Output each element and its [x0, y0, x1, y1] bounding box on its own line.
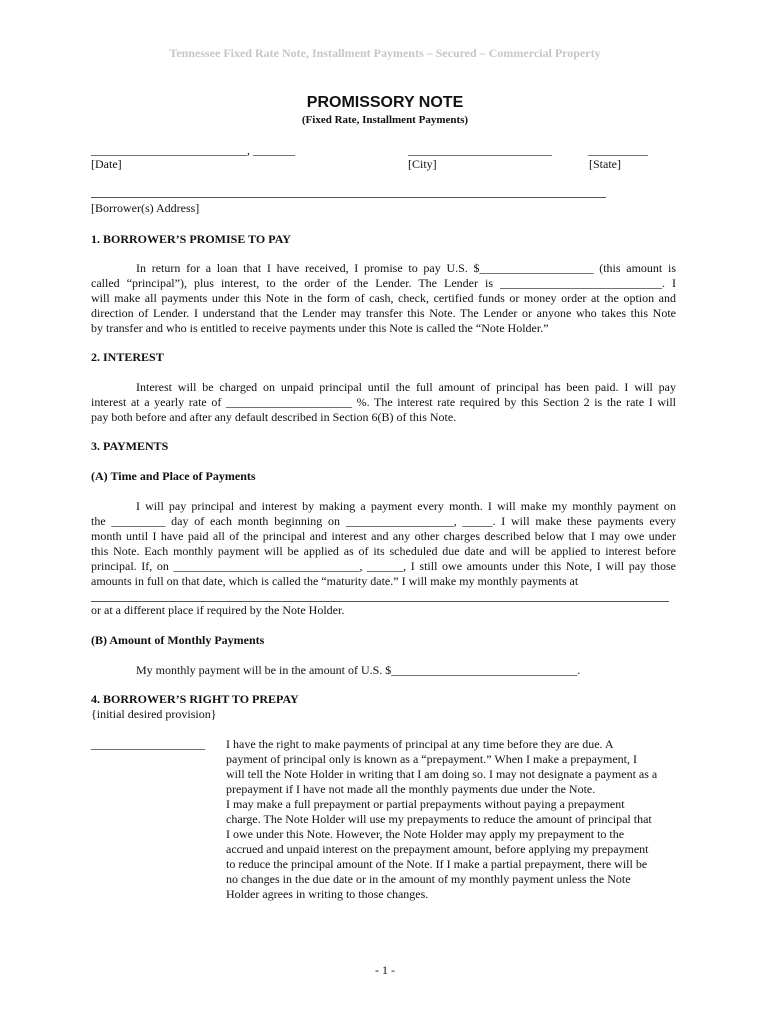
section-3a-heading: (A) Time and Place of Payments [91, 469, 256, 483]
payment-place-line[interactable] [91, 601, 669, 602]
section-1-paragraph [91, 261, 676, 336]
state-blank[interactable]: __________ [588, 143, 648, 157]
section-4-line: no changes in the due date or in the amount of my monthly payment unless the Note [226, 872, 631, 886]
section-3a-paragraph [91, 499, 676, 589]
section-3a-line: I will pay principal and interest by making a payment every month. I will make my monthly payment on [136, 499, 676, 513]
date-label: [Date] [91, 157, 122, 171]
section-4-line: I owe under this Note. However, the Note Holder may apply my prepayment to the [226, 827, 625, 841]
section-2-heading: 2. INTEREST [91, 350, 164, 364]
section-3a-line: month until I have paid all of the principal and interest and any other charges described below that I may owe under [91, 529, 676, 543]
running-header: Tennessee Fixed Rate Note, Installment Payments – Secured – Commercial Property [169, 46, 601, 60]
section-2-line: interest at a yearly rate of _____________________ %. The interest rate required by this Section 2 is the rate I will [91, 395, 676, 409]
section-1-line: will make all payments under this Note in the form of cash, check, certified funds or money order at the option and [91, 291, 676, 305]
section-4-line: will tell the Note Holder in writing that I am doing so. I may not designate a payment as a [226, 767, 658, 781]
date-blank[interactable]: __________________________, _______ [91, 143, 295, 157]
state-label: [State] [589, 157, 621, 171]
section-4-heading: 4. BORROWER’S RIGHT TO PREPAY [91, 692, 299, 706]
city-label: [City] [408, 157, 437, 171]
section-2-paragraph [91, 380, 676, 425]
section-1-line: direction of Lender. I understand that the Lender may transfer this Note. The Lender or anyone who takes this Note [91, 306, 676, 320]
section-3-heading: 3. PAYMENTS [91, 439, 169, 453]
page-number: - 1 - [375, 963, 395, 977]
section-1-line: by transfer and who is entitled to receive payments under this Note is called the “Note Holder.” [91, 321, 549, 335]
document-title: PROMISSORY NOTE [306, 94, 464, 111]
section-2-line: Interest will be charged on unpaid principal until the full amount of principal has been paid. I will pay [136, 380, 676, 394]
section-4-line: charge. The Note Holder will use my prepayments to reduce the amount of principal that [226, 812, 652, 826]
section-2-line: pay both before and after any default described in Section 6(B) of this Note. [91, 410, 457, 424]
section-3a-line: the _________ day of each month beginning on __________________, _____. I will make these payments every [91, 514, 676, 528]
section-3b-heading: (B) Amount of Monthly Payments [91, 633, 265, 647]
section-4-line: I may make a full prepayment or partial prepayments without paying a prepayment [226, 797, 625, 811]
section-3a-line: this Note. Each monthly payment will be applied as of its scheduled due date and will be applied to interest before [91, 544, 676, 558]
section-4-line: I have the right to make payments of principal at any time before they are due. A [226, 737, 614, 751]
section-1-heading: 1. BORROWER’S PROMISE TO PAY [91, 232, 291, 246]
section-3a-line: amounts in full on that date, which is called the “maturity date.” I will make my monthly payments at [91, 574, 579, 588]
section-4-line: Holder agrees in writing to those changes. [226, 887, 429, 901]
section-3a-tail: or at a different place if required by the Note Holder. [91, 603, 345, 617]
city-blank[interactable]: ________________________ [408, 143, 552, 157]
borrower-address-line[interactable] [91, 197, 606, 198]
section-4-line: accrued and unpaid interest on the prepayment amount, before applying my prepayment [226, 842, 649, 856]
section-4-paragraph [226, 737, 678, 902]
section-1-line: In return for a loan that I have received, I promise to pay U.S. $___________________ (this amount is [136, 261, 676, 275]
borrower-address-label: [Borrower(s) Address] [91, 201, 200, 215]
section-4-note: {initial desired provision} [91, 707, 217, 721]
section-1-line: called “principal”), plus interest, to the order of the Lender. The Lender is ___________________________. I [91, 276, 676, 290]
document-subtitle: (Fixed Rate, Installment Payments) [301, 114, 469, 126]
section-4-line: prepayment if I have not made all the monthly payments due under the Note. [226, 782, 596, 796]
prepay-initial-blank[interactable]: ___________________ [91, 737, 205, 751]
section-3b-line: My monthly payment will be in the amount of U.S. $_______________________________. [136, 663, 581, 677]
section-4-line: to reduce the principal amount of the Note. If I make a partial prepayment, there will be [226, 857, 648, 871]
section-3a-line: principal. If, on _______________________________, ______, I still owe amounts under this Note, I will pay those [91, 559, 676, 573]
section-4-line: payment of principal only is known as a “prepayment.” When I make a prepayment, I [226, 752, 637, 766]
